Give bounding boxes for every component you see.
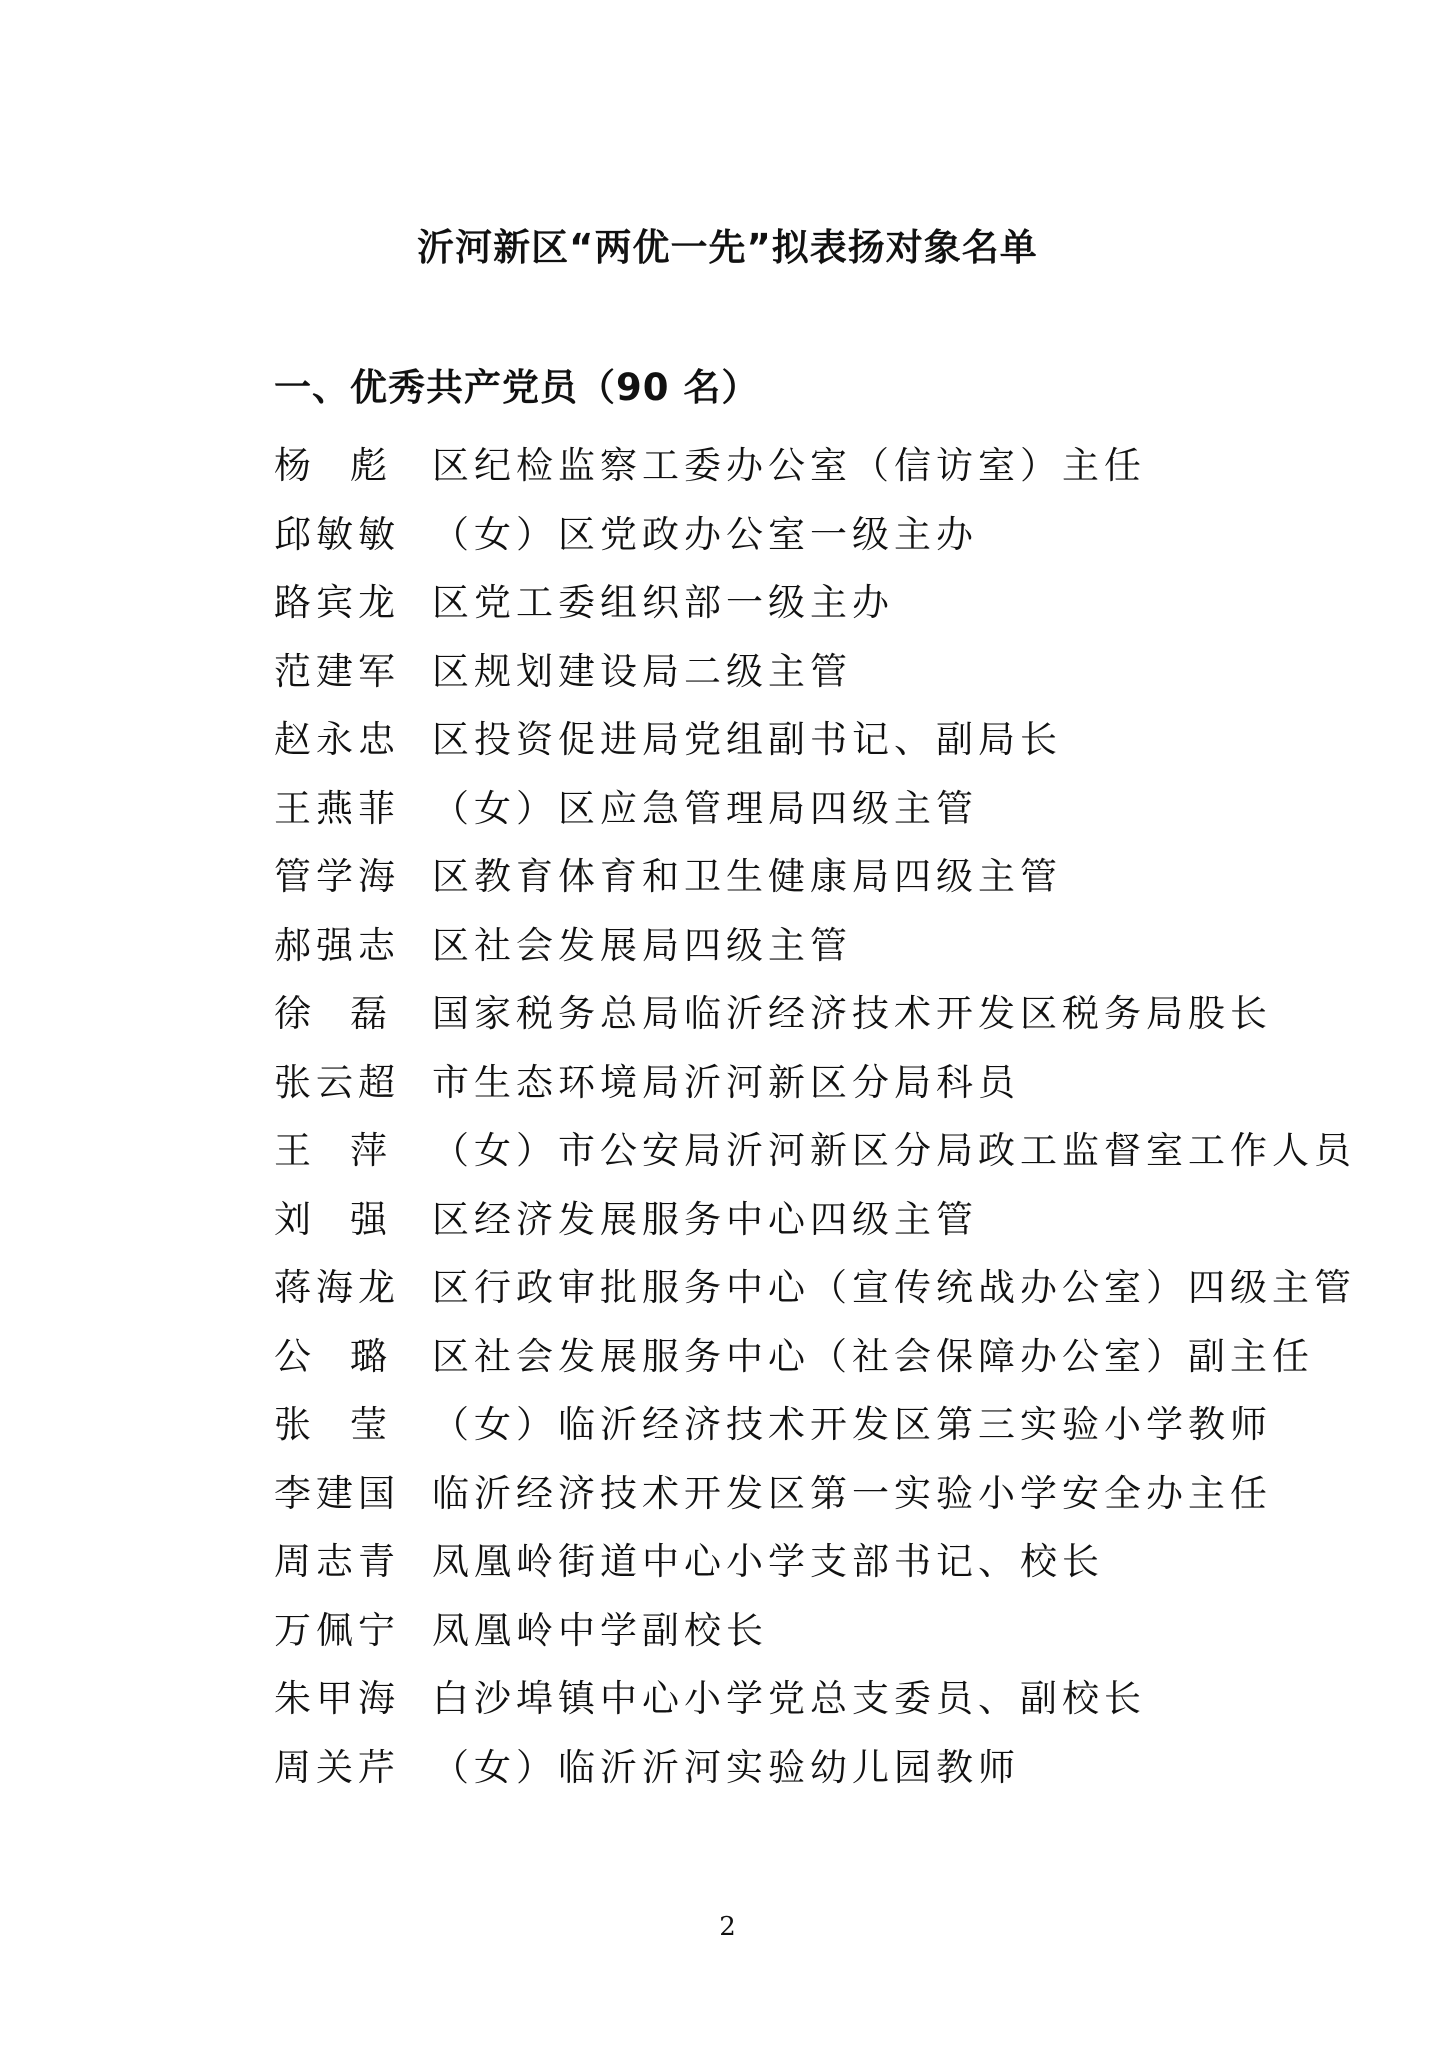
list-item bbox=[274, 1661, 1374, 1730]
entry-name: 公 璐 bbox=[274, 1334, 392, 1378]
entry-description: 市生态环境局沂河新区分局科员 bbox=[432, 1060, 1020, 1104]
entry-description: （女）区应急管理局四级主管 bbox=[432, 786, 978, 830]
entry-name-wrap bbox=[274, 846, 400, 900]
list-item bbox=[274, 1524, 1374, 1593]
entry-name-wrap bbox=[274, 1531, 400, 1585]
entry-name: 朱甲海 bbox=[274, 1677, 400, 1721]
list-item bbox=[274, 428, 1374, 497]
entry-name: 郝强志 bbox=[274, 923, 400, 967]
entry-name-wrap bbox=[274, 1052, 400, 1106]
entry-name: 王 萍 bbox=[274, 1129, 392, 1173]
entry-description: 凤凰岭街道中心小学支部书记、校长 bbox=[432, 1540, 1104, 1584]
document-title: 沂河新区“两优一先”拟表扬对象名单 bbox=[417, 226, 1038, 269]
entry-name: 范建军 bbox=[274, 649, 400, 693]
entry-name-wrap bbox=[274, 1326, 392, 1380]
list-item bbox=[274, 1182, 1374, 1251]
list-item bbox=[274, 497, 1374, 566]
entry-description: 区党工委组织部一级主办 bbox=[432, 581, 894, 625]
entry-description: （女）临沂沂河实验幼儿园教师 bbox=[432, 1745, 1020, 1789]
entry-name: 李建国 bbox=[274, 1471, 400, 1515]
section-heading: 一、优秀共产党员（90 名） bbox=[274, 366, 760, 409]
list-item bbox=[274, 634, 1374, 703]
entry-description: 区投资促进局党组副书记、副局长 bbox=[432, 718, 1062, 762]
entry-name-wrap bbox=[274, 1463, 400, 1517]
entry-description: 区行政审批服务中心（宣传统战办公室）四级主管 bbox=[432, 1266, 1356, 1310]
entry-name-wrap bbox=[274, 1394, 392, 1448]
entry-name: 管学海 bbox=[274, 855, 400, 899]
entry-name: 王燕菲 bbox=[274, 786, 400, 830]
list-item bbox=[274, 1387, 1374, 1456]
entry-description: 区纪检监察工委办公室（信访室）主任 bbox=[432, 444, 1146, 488]
entry-name: 杨 彪 bbox=[274, 444, 392, 488]
entry-name: 蒋海龙 bbox=[274, 1266, 400, 1310]
entry-name: 周关芹 bbox=[274, 1745, 400, 1789]
entry-description: （女）市公安局沂河新区分局政工监督室工作人员 bbox=[432, 1129, 1356, 1173]
entry-name: 张 莹 bbox=[274, 1403, 392, 1447]
entry-description: 区社会发展局四级主管 bbox=[432, 923, 852, 967]
entry-name: 万佩宁 bbox=[274, 1608, 400, 1652]
entry-name-wrap bbox=[274, 778, 400, 832]
entry-description: 区教育体育和卫生健康局四级主管 bbox=[432, 855, 1062, 899]
entry-name: 徐 磊 bbox=[274, 992, 392, 1036]
list-item bbox=[274, 1319, 1374, 1388]
entry-name: 路宾龙 bbox=[274, 581, 400, 625]
entry-name-wrap bbox=[274, 504, 400, 558]
entry-name-wrap bbox=[274, 435, 392, 489]
list-item bbox=[274, 565, 1374, 634]
entry-name-wrap bbox=[274, 572, 400, 626]
entry-name-wrap bbox=[274, 1600, 400, 1654]
entry-name: 邱敏敏 bbox=[274, 512, 400, 556]
entry-description: 临沂经济技术开发区第一实验小学安全办主任 bbox=[432, 1471, 1272, 1515]
page-number: 2 bbox=[719, 1912, 736, 1942]
list-item bbox=[274, 1456, 1374, 1525]
list-item bbox=[274, 1593, 1374, 1662]
entry-description: 区规划建设局二级主管 bbox=[432, 649, 852, 693]
entry-name: 赵永忠 bbox=[274, 718, 400, 762]
entry-description: 区社会发展服务中心（社会保障办公室）副主任 bbox=[432, 1334, 1314, 1378]
list-item bbox=[274, 1113, 1374, 1182]
entry-description: （女）区党政办公室一级主办 bbox=[432, 512, 978, 556]
entry-name: 张云超 bbox=[274, 1060, 400, 1104]
entry-name-wrap bbox=[274, 709, 400, 763]
entry-name: 刘 强 bbox=[274, 1197, 392, 1241]
entry-name-wrap bbox=[274, 1120, 392, 1174]
list-item bbox=[274, 976, 1374, 1045]
entry-description: 凤凰岭中学副校长 bbox=[432, 1608, 768, 1652]
list-item bbox=[274, 908, 1374, 977]
entry-name-wrap bbox=[274, 915, 400, 969]
list-item bbox=[274, 771, 1374, 840]
entry-name-wrap bbox=[274, 641, 400, 695]
entry-description: 国家税务总局临沂经济技术开发区税务局股长 bbox=[432, 992, 1272, 1036]
list-item bbox=[274, 1250, 1374, 1319]
entry-name-wrap bbox=[274, 1189, 392, 1243]
list-item bbox=[274, 839, 1374, 908]
list-item bbox=[274, 702, 1374, 771]
entry-name: 周志青 bbox=[274, 1540, 400, 1584]
entry-name-wrap bbox=[274, 1737, 400, 1791]
entry-description: 区经济发展服务中心四级主管 bbox=[432, 1197, 978, 1241]
entry-list bbox=[274, 428, 1374, 1798]
entry-description: 白沙埠镇中心小学党总支委员、副校长 bbox=[432, 1677, 1146, 1721]
entry-name-wrap bbox=[274, 1257, 400, 1311]
list-item bbox=[274, 1045, 1374, 1114]
entry-name-wrap bbox=[274, 1668, 400, 1722]
list-item bbox=[274, 1730, 1374, 1799]
entry-description: （女）临沂经济技术开发区第三实验小学教师 bbox=[432, 1403, 1272, 1447]
entry-name-wrap bbox=[274, 983, 392, 1037]
